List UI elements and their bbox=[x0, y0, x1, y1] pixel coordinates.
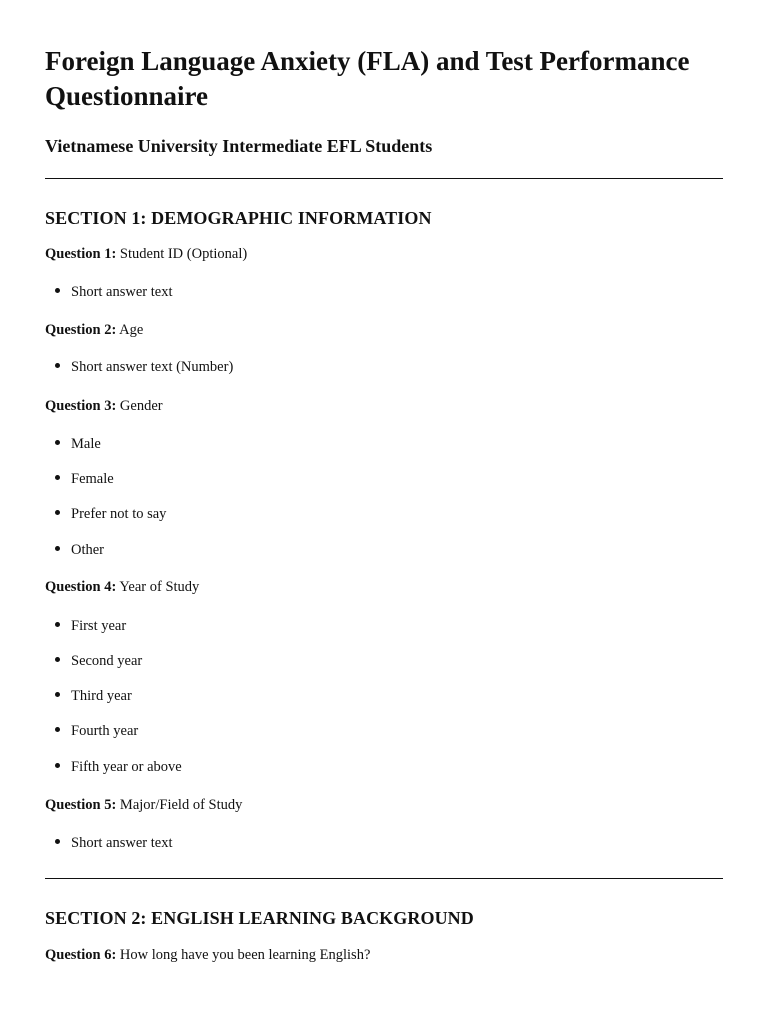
option-text: Short answer text (Number) bbox=[71, 359, 234, 375]
list-item bbox=[55, 686, 132, 706]
list-item bbox=[55, 757, 182, 777]
option-text: Second year bbox=[71, 653, 143, 669]
question-label: Question 5: bbox=[45, 797, 117, 813]
list-item bbox=[55, 357, 233, 377]
option-text: Prefer not to say bbox=[71, 506, 167, 522]
list-item bbox=[55, 651, 142, 671]
option-text: Other bbox=[71, 542, 105, 558]
list-item bbox=[55, 721, 138, 741]
option-text: Male bbox=[71, 436, 101, 452]
question-2 bbox=[45, 320, 143, 340]
bullet-icon bbox=[55, 475, 60, 480]
question-1 bbox=[45, 244, 247, 264]
bullet-icon bbox=[55, 692, 60, 697]
list-item bbox=[55, 434, 101, 454]
bullet-icon bbox=[55, 839, 60, 844]
option-text: First year bbox=[71, 618, 127, 634]
bullet-icon bbox=[55, 727, 60, 732]
section-2-heading: SECTION 2: ENGLISH LEARNING BACKGROUND bbox=[45, 908, 474, 928]
question-label: Question 6: bbox=[45, 947, 117, 963]
bullet-icon bbox=[55, 622, 60, 627]
section-divider bbox=[45, 178, 723, 179]
question-text: Major/Field of Study bbox=[119, 797, 243, 813]
question-text: Student ID (Optional) bbox=[119, 246, 248, 262]
option-text: Female bbox=[71, 471, 114, 487]
list-item bbox=[55, 833, 172, 853]
page-subtitle: Vietnamese University Intermediate EFL Students bbox=[45, 136, 433, 156]
list-item bbox=[55, 282, 172, 302]
bullet-icon bbox=[55, 440, 60, 445]
question-label: Question 1: bbox=[45, 246, 117, 262]
question-6 bbox=[45, 945, 370, 965]
list-item bbox=[55, 616, 126, 636]
question-5 bbox=[45, 795, 242, 815]
bullet-icon bbox=[55, 363, 60, 368]
bullet-icon bbox=[55, 546, 60, 551]
section-1-heading: SECTION 1: DEMOGRAPHIC INFORMATION bbox=[45, 208, 432, 228]
bullet-icon bbox=[55, 763, 60, 768]
bullet-icon bbox=[55, 657, 60, 662]
question-label: Question 4: bbox=[45, 579, 117, 595]
option-text: Short answer text bbox=[71, 835, 173, 851]
question-text: Gender bbox=[119, 398, 163, 414]
option-text: Short answer text bbox=[71, 284, 173, 300]
question-text: Year of Study bbox=[119, 579, 200, 595]
question-text: Age bbox=[119, 322, 144, 338]
list-item bbox=[55, 540, 104, 560]
page-title: Foreign Language Anxiety (FLA) and Test Performance Questionnaire bbox=[45, 46, 690, 111]
option-text: Fifth year or above bbox=[71, 759, 182, 775]
question-label: Question 3: bbox=[45, 398, 117, 414]
option-text: Third year bbox=[71, 688, 132, 704]
list-item bbox=[55, 504, 166, 524]
bullet-icon bbox=[55, 288, 60, 293]
question-4 bbox=[45, 577, 199, 597]
question-text: How long have you been learning English? bbox=[119, 947, 371, 963]
section-divider bbox=[45, 878, 723, 879]
option-text: Fourth year bbox=[71, 723, 139, 739]
question-3 bbox=[45, 396, 163, 416]
list-item bbox=[55, 469, 114, 489]
question-label: Question 2: bbox=[45, 322, 117, 338]
bullet-icon bbox=[55, 510, 60, 515]
